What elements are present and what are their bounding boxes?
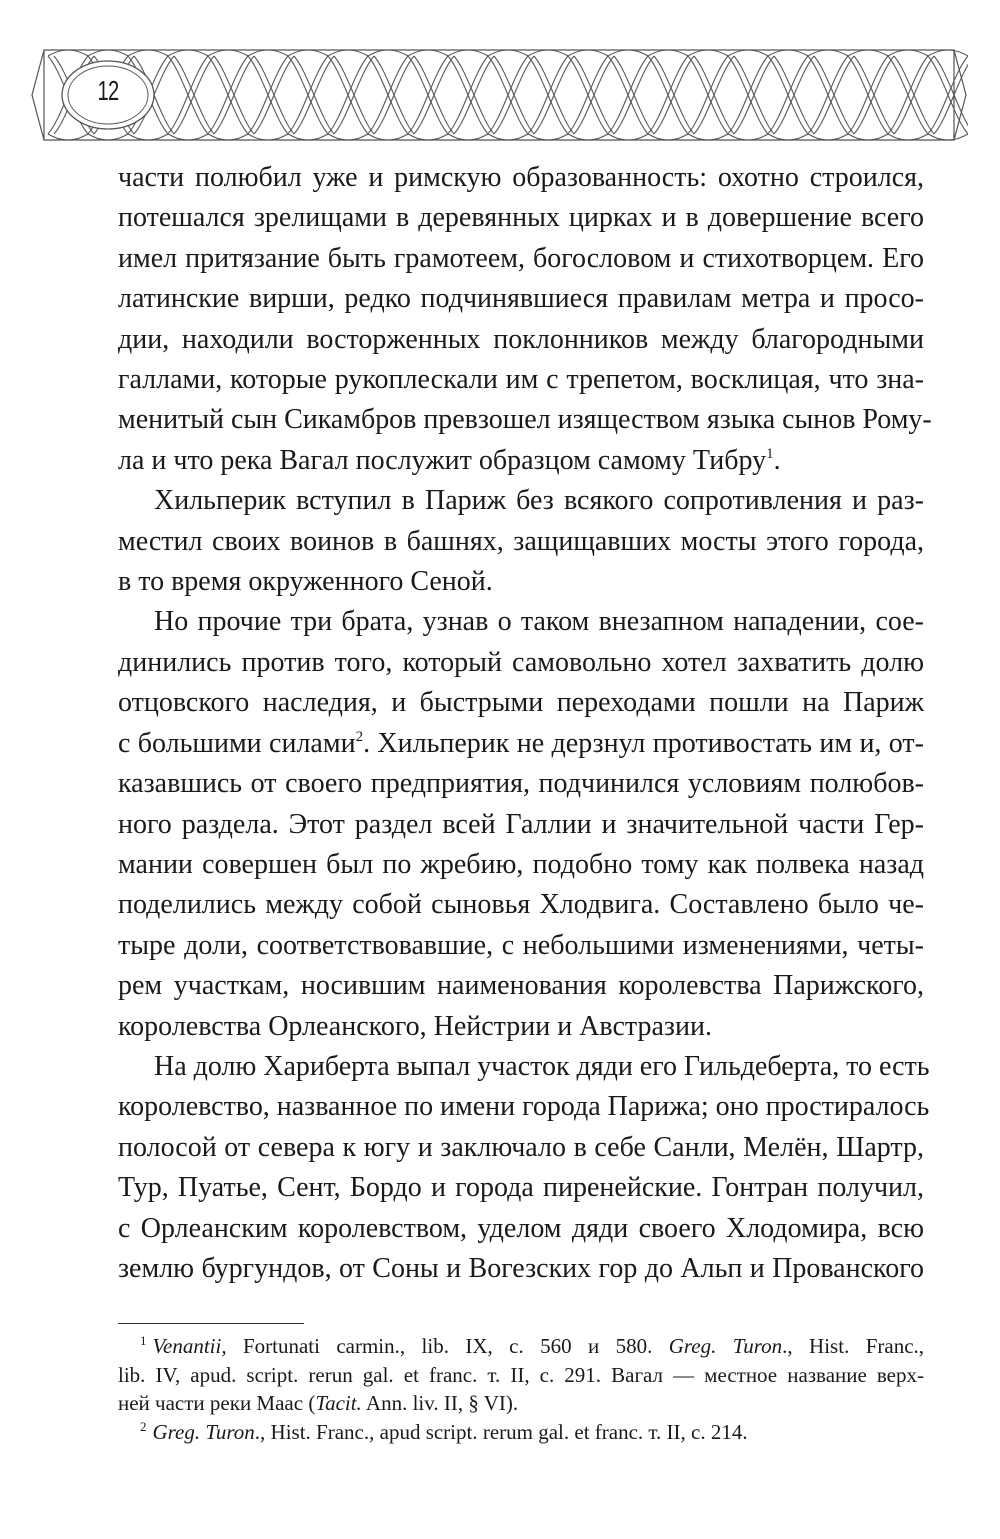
- paragraph-2: [118, 481, 924, 602]
- text-line: ного раздела. Этот раздел всей Галлии и значительной части Гер-: [118, 808, 924, 840]
- text-line: землю бургундов, от Соны и Вогезских гор до Альп и Прованского: [118, 1252, 924, 1284]
- text-fragment: .: [773, 444, 781, 476]
- text-line: латинские вирши, редко подчинявшиеся правилам метра и просо-: [118, 283, 924, 315]
- fn-italic: Greg. Turon: [152, 1419, 255, 1444]
- text-fragment: . Хильперик не дерзнул противостать им и, от-: [363, 727, 924, 759]
- text-line: полосой от севера к югу и заключало в себе Санли, Мелён, Шартр,: [118, 1131, 924, 1163]
- text-line: [118, 441, 924, 481]
- body-text: [118, 158, 932, 1289]
- text-line: имел притязание быть грамотеем, богословом и стихотворцем. Его: [118, 242, 924, 274]
- page-number: 12: [97, 75, 119, 106]
- text-line: потешался зрелищами в деревянных цирках и в довершение всего: [118, 202, 924, 234]
- footnote-mark: 1: [140, 1333, 147, 1348]
- fn-text: ней части реки Маас (: [118, 1391, 316, 1415]
- paragraph-3: [118, 602, 924, 1046]
- footnote-2-line: [118, 1418, 924, 1447]
- fn-text: ., Hist. Franc., apud script. rerum gal. et franc. т. II, с. 214.: [254, 1419, 748, 1444]
- text-fragment: с большими силами: [118, 727, 356, 759]
- fn-text: ., Hist. Franc.,: [782, 1334, 925, 1358]
- text-line: с Орлеанским королевством, уделом дяди своего Хлодомира, всю: [118, 1212, 924, 1244]
- paragraph-1: [118, 158, 932, 481]
- paragraph-4: [118, 1047, 930, 1289]
- text-line: поделились между собой сыновья Хлодвига. Составлено было че-: [118, 889, 924, 921]
- text-line: местил своих воинов в башнях, защищавших мосты этого города,: [118, 525, 924, 557]
- text-line: королевства Орлеанского, Нейстрии и Австразии.: [118, 1010, 712, 1042]
- text-line: в то время окруженного Сеной.: [118, 566, 493, 598]
- text-line: части полюбил уже и римскую образованность: охотно строился,: [118, 162, 924, 193]
- text-line: казавшись от своего предприятия, подчинился условиям полюбов-: [118, 768, 924, 800]
- celtic-knot-border-icon: [30, 42, 968, 148]
- text-line: дии, находили восторженных поклонников между благородными: [118, 323, 924, 355]
- text-line: отцовского наследия, и быстрыми переходами пошли на Париж: [118, 687, 924, 719]
- footnote-ref[interactable]: 1: [766, 445, 774, 462]
- fn-italic: Venantii,: [152, 1334, 227, 1358]
- footnote-1-line: lib. IV, apud. script. rerun gal. et franc. т. II, с. 291. Вагал — местное название верх-: [118, 1362, 924, 1387]
- text-line: На долю Хариберта выпал участок дяди его Гильдеберта, то есть: [154, 1050, 930, 1082]
- page-header: [30, 42, 968, 148]
- text-fragment: ла и что река Вагал послужит образцом самому Тибру: [118, 444, 767, 476]
- text-line: королевство, названное по имени города Парижа; оно простиралось: [118, 1091, 930, 1123]
- text-line: тыре доли, соответствовавшие, с небольшими изменениями, четы-: [118, 929, 924, 961]
- fn-italic: Greg. Turon: [668, 1334, 783, 1358]
- footnote-1-line: [118, 1389, 924, 1418]
- fn-text: Fortunati carmin., lib. IX, c. 560 и 580.: [226, 1334, 669, 1358]
- text-line: Тур, Пуатье, Сент, Бордо и города пиренейские. Гонтран получил,: [118, 1172, 924, 1204]
- footnote-divider: [118, 1323, 304, 1324]
- footnote-mark: 2: [140, 1418, 147, 1434]
- text-line: менитый сын Сикамбров превзошел изяществом языка сынов Рому-: [118, 404, 932, 436]
- text-line: мании совершен был по жребию, подобно тому как полвека назад: [118, 848, 924, 880]
- footnote-ref[interactable]: 2: [355, 728, 364, 745]
- text-line: Хильперик вступил в Париж без всякого сопротивления и раз-: [154, 485, 924, 517]
- text-line: динились против того, который самовольно хотел захватить долю: [118, 646, 924, 678]
- fn-text: Ann. liv. II, § VI).: [361, 1391, 519, 1415]
- footnote-1-line: [118, 1332, 924, 1361]
- text-line: галлами, которые рукоплескали им с трепетом, восклицая, что зна-: [118, 364, 924, 396]
- text-line: [118, 724, 924, 764]
- fn-italic: Tacit.: [315, 1391, 362, 1415]
- text-line: Но прочие три брата, узнав о таком внезапном нападении, сое-: [154, 606, 924, 638]
- footnotes: [118, 1332, 924, 1446]
- text-line: рем участкам, носившим наименования королевства Парижского,: [118, 970, 924, 1002]
